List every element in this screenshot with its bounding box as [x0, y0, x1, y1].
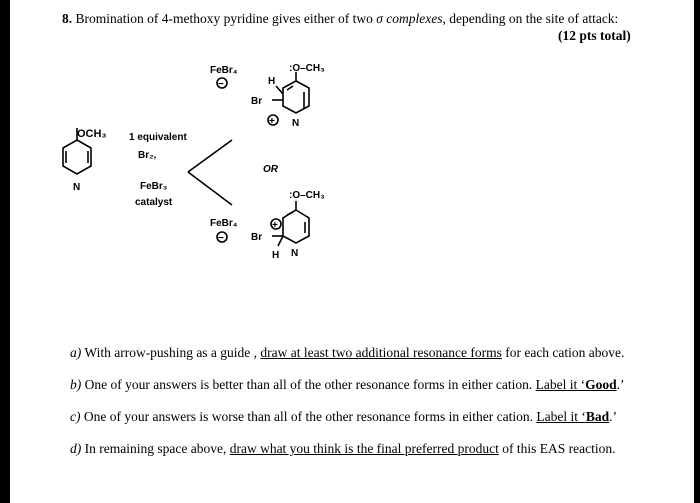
question-text-c: , depending on the site of attack:	[442, 11, 619, 26]
part-c-label: c)	[70, 409, 81, 424]
top-br-label: Br	[251, 96, 263, 107]
bottom-br-label: Br	[251, 232, 263, 243]
part-a-text2: draw at least two additional resonance forms	[260, 345, 502, 360]
bottom-plus-sign: +	[272, 220, 278, 231]
reagent-line2: Br₂,	[138, 150, 157, 161]
part-d-label: d)	[70, 441, 82, 456]
part-a-label: a)	[70, 345, 82, 360]
sigma-symbol: σ	[376, 11, 383, 26]
part-d-text1: In remaining space above,	[81, 441, 230, 456]
part-c-text4: .’	[609, 409, 617, 424]
bottom-n-label: N	[291, 248, 299, 259]
reagent-line1: 1 equivalent	[129, 132, 187, 143]
part-a-text3: for each cation above.	[501, 345, 625, 360]
part-b-label: b)	[70, 377, 82, 392]
part-b-text1: One of your answers is better than all of the other resonance forms in either cation.	[81, 377, 536, 392]
part-b-text4: .’	[616, 377, 625, 392]
top-minus-sign: −	[218, 79, 224, 90]
part-b	[70, 377, 624, 393]
top-counterion: FeBr₄	[210, 65, 238, 76]
part-a-text1: With arrow-pushing as a guide ,	[81, 345, 261, 360]
reagent-line3: FeBr₃	[140, 181, 168, 192]
reaction-scheme	[10, 0, 694, 503]
worksheet-page	[10, 0, 694, 503]
bottom-methoxy: :O–CH₃	[289, 190, 325, 201]
or-label: OR	[263, 164, 278, 175]
part-d-text2: draw what you think is the final preferred product	[229, 441, 499, 456]
reaction-arrows	[188, 140, 232, 205]
top-plus-sign: +	[269, 116, 275, 127]
reagent-line4: catalyst	[135, 197, 173, 208]
points-label: (12 pts total)	[558, 28, 631, 43]
reactant-n-label: N	[73, 182, 81, 193]
bottom-h-label: H	[272, 250, 280, 261]
part-b-text3: Good	[585, 377, 617, 392]
reactant-methoxy-label: OCH₃	[77, 128, 107, 140]
part-d-text3: of this EAS reaction.	[498, 441, 616, 456]
top-methoxy: :O–CH₃	[289, 63, 325, 74]
part-c-text3: Bad	[585, 409, 610, 424]
part-a	[70, 345, 624, 361]
bottom-counterion: FeBr₄	[210, 218, 238, 229]
top-n-label: N	[292, 118, 300, 129]
question-text-b: complexes	[382, 11, 443, 26]
top-h-label: H	[268, 76, 276, 87]
question-number: 8.	[62, 11, 73, 26]
question-text-a: Bromination of 4-methoxy pyridine gives either of two	[75, 11, 377, 26]
part-d	[70, 441, 615, 457]
bottom-minus-sign: −	[218, 233, 224, 244]
part-b-text2: Label it ‘	[535, 377, 586, 392]
part-c-text2: Label it ‘	[536, 409, 586, 424]
part-c	[70, 409, 617, 425]
part-c-text1: One of your answers is worse than all of the other resonance forms in either cation.	[80, 409, 537, 424]
